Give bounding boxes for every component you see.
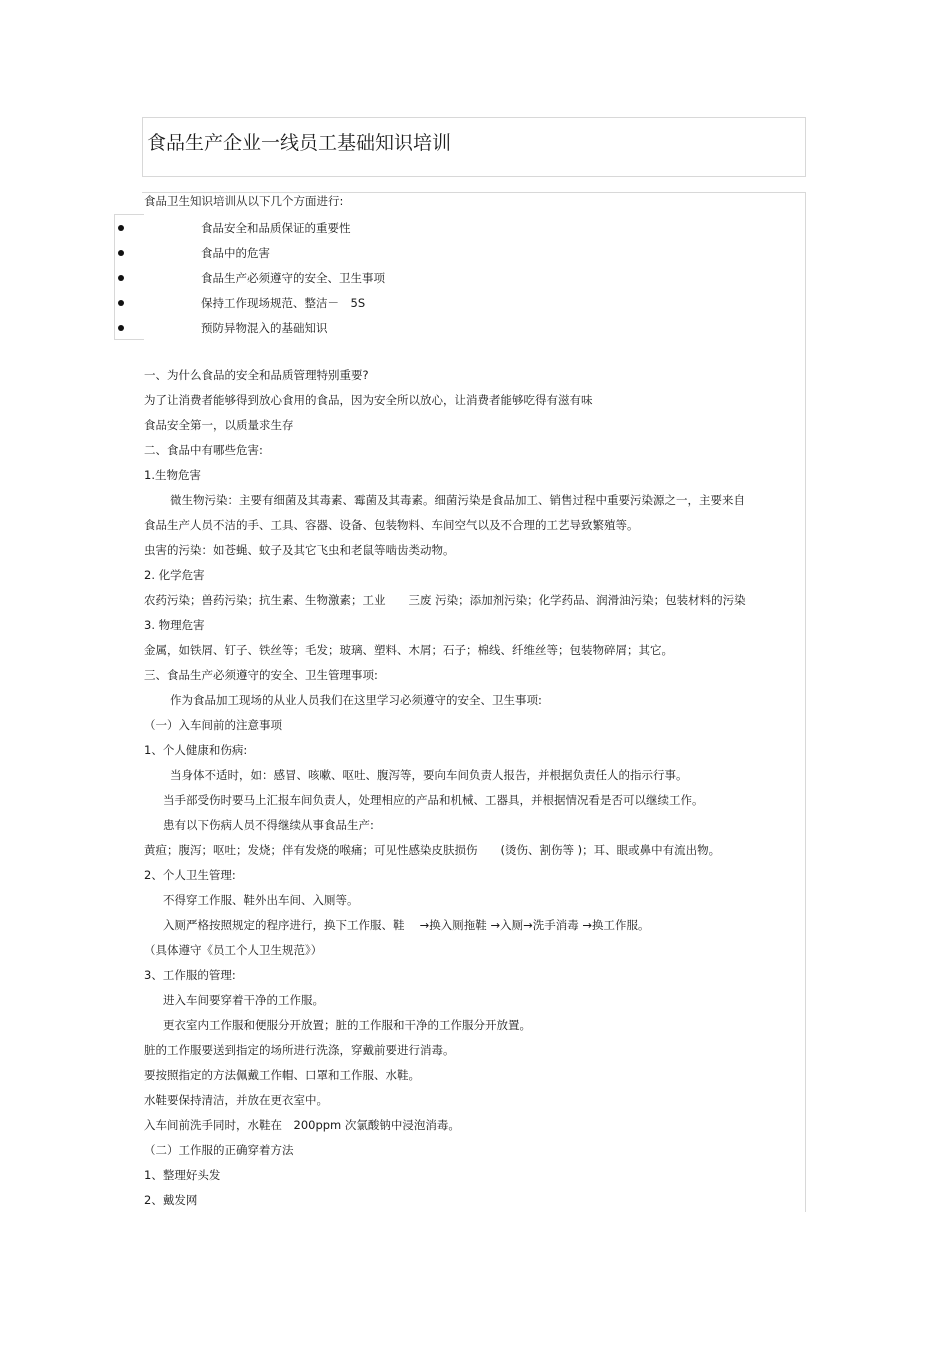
paragraph-line: 入车间前洗手同时，水鞋在 200ppm 次氯酸钠中浸泡消毒。 <box>144 1118 460 1132</box>
paragraph-line: 不得穿工作服、鞋外出车间、入厕等。 <box>163 893 359 907</box>
section-heading: 三、食品生产必须遵守的安全、卫生管理事项: <box>144 668 378 682</box>
bullet-text: 预防异物混入的基础知识 <box>201 321 328 335</box>
intro-text: 食品卫生知识培训从以下几个方面进行: <box>144 194 344 208</box>
title-box <box>142 117 806 177</box>
bullet-text: 食品中的危害 <box>201 246 270 260</box>
paragraph-line: 黄疸；腹泻；呕吐；发烧；伴有发烧的喉痛；可见性感染皮肤损伤 (烫伤、割伤等 )；耳、眼或鼻中有流出物。 <box>144 843 721 857</box>
paragraph-line: 微生物污染：主要有细菌及其毒素、霉菌及其毒素。细菌污染是食品加工、销售过程中重要污染源之一，主要来自 <box>170 493 745 507</box>
bullet-dot-icon <box>118 250 124 256</box>
bullet-text: 食品安全和品质保证的重要性 <box>201 221 351 235</box>
section-heading: 一、为什么食品的安全和品质管理特别重要? <box>144 368 369 382</box>
subsection-heading: （二）工作服的正确穿着方法 <box>144 1143 294 1157</box>
paragraph-line: 2、戴发网 <box>144 1193 198 1207</box>
paragraph-line: 1、整理好头发 <box>144 1168 221 1182</box>
bullet-dot-icon <box>118 225 124 231</box>
subsection-heading: （一）入车间前的注意事项 <box>144 718 282 732</box>
subsection-heading: 1、个人健康和伤病: <box>144 743 248 757</box>
paragraph-line: 更衣室内工作服和便服分开放置；脏的工作服和干净的工作服分开放置。 <box>163 1018 531 1032</box>
paragraph-line: 入厕严格按照规定的程序进行，换下工作服、鞋 →换入厕拖鞋 →入厕→洗手消毒 →换工作服。 <box>163 918 650 932</box>
paragraph-line: 作为食品加工现场的从业人员我们在这里学习必须遵守的安全、卫生事项: <box>170 693 542 707</box>
paragraph-line: 为了让消费者能够得到放心食用的食品，因为安全所以放心，让消费者能够吃得有滋有味 <box>144 393 593 407</box>
paragraph-line: 食品安全第一，以质量求生存 <box>144 418 294 432</box>
paragraph-line: 要按照指定的方法佩戴工作帽、口罩和工作服、水鞋。 <box>144 1068 420 1082</box>
subsection-heading: 3、工作服的管理: <box>144 968 236 982</box>
bullet-text: 保持工作现场规范、整洁－ 5S <box>201 296 366 310</box>
bullet-dot-icon <box>118 325 124 331</box>
section-heading: 二、食品中有哪些危害: <box>144 443 263 457</box>
bullet-dot-icon <box>118 300 124 306</box>
paragraph-line: 金属，如铁屑、钉子、铁丝等；毛发；玻璃、塑料、木屑；石子；棉线、纤维丝等；包装物碎屑；其它。 <box>144 643 673 657</box>
paragraph-line: 农药污染；兽药污染；抗生素、生物激素；工业 三废 污染；添加剂污染；化学药品、润滑油污染；包装材料的污染 <box>144 593 746 607</box>
paragraph-line: 进入车间要穿着干净的工作服。 <box>163 993 324 1007</box>
page-title: 食品生产企业一线员工基础知识培训 <box>147 132 452 154</box>
bullet-text: 食品生产必须遵守的安全、卫生事项 <box>201 271 385 285</box>
bullet-dot-icon <box>118 275 124 281</box>
paragraph-line: 患有以下伤病人员不得继续从事食品生产: <box>163 818 374 832</box>
subsection-heading: 1.生物危害 <box>144 468 201 482</box>
subsection-heading: 2. 化学危害 <box>144 568 205 582</box>
paragraph-line: 当身体不适时，如：感冒、咳嗽、呕吐、腹泻等，要向车间负责人报告，并根据负责任人的指示行事。 <box>170 768 688 782</box>
paragraph-line: 脏的工作服要送到指定的场所进行洗涤，穿戴前要进行消毒。 <box>144 1043 455 1057</box>
paragraph-line: 虫害的污染：如苍蝇、蚊子及其它飞虫和老鼠等啮齿类动物。 <box>144 543 455 557</box>
paragraph-line: （具体遵守《员工个人卫生规范》） <box>144 943 323 957</box>
paragraph-line: 当手部受伤时要马上汇报车间负责人，处理相应的产品和机械、工器具，并根据情况看是否可以继续工作。 <box>163 793 704 807</box>
subsection-heading: 2、个人卫生管理: <box>144 868 236 882</box>
subsection-heading: 3. 物理危害 <box>144 618 205 632</box>
paragraph-line: 食品生产人员不洁的手、工具、容器、设备、包装物料、车间空气以及不合理的工艺导致繁殖等。 <box>144 518 639 532</box>
paragraph-line: 水鞋要保持清洁，并放在更衣室中。 <box>144 1093 328 1107</box>
